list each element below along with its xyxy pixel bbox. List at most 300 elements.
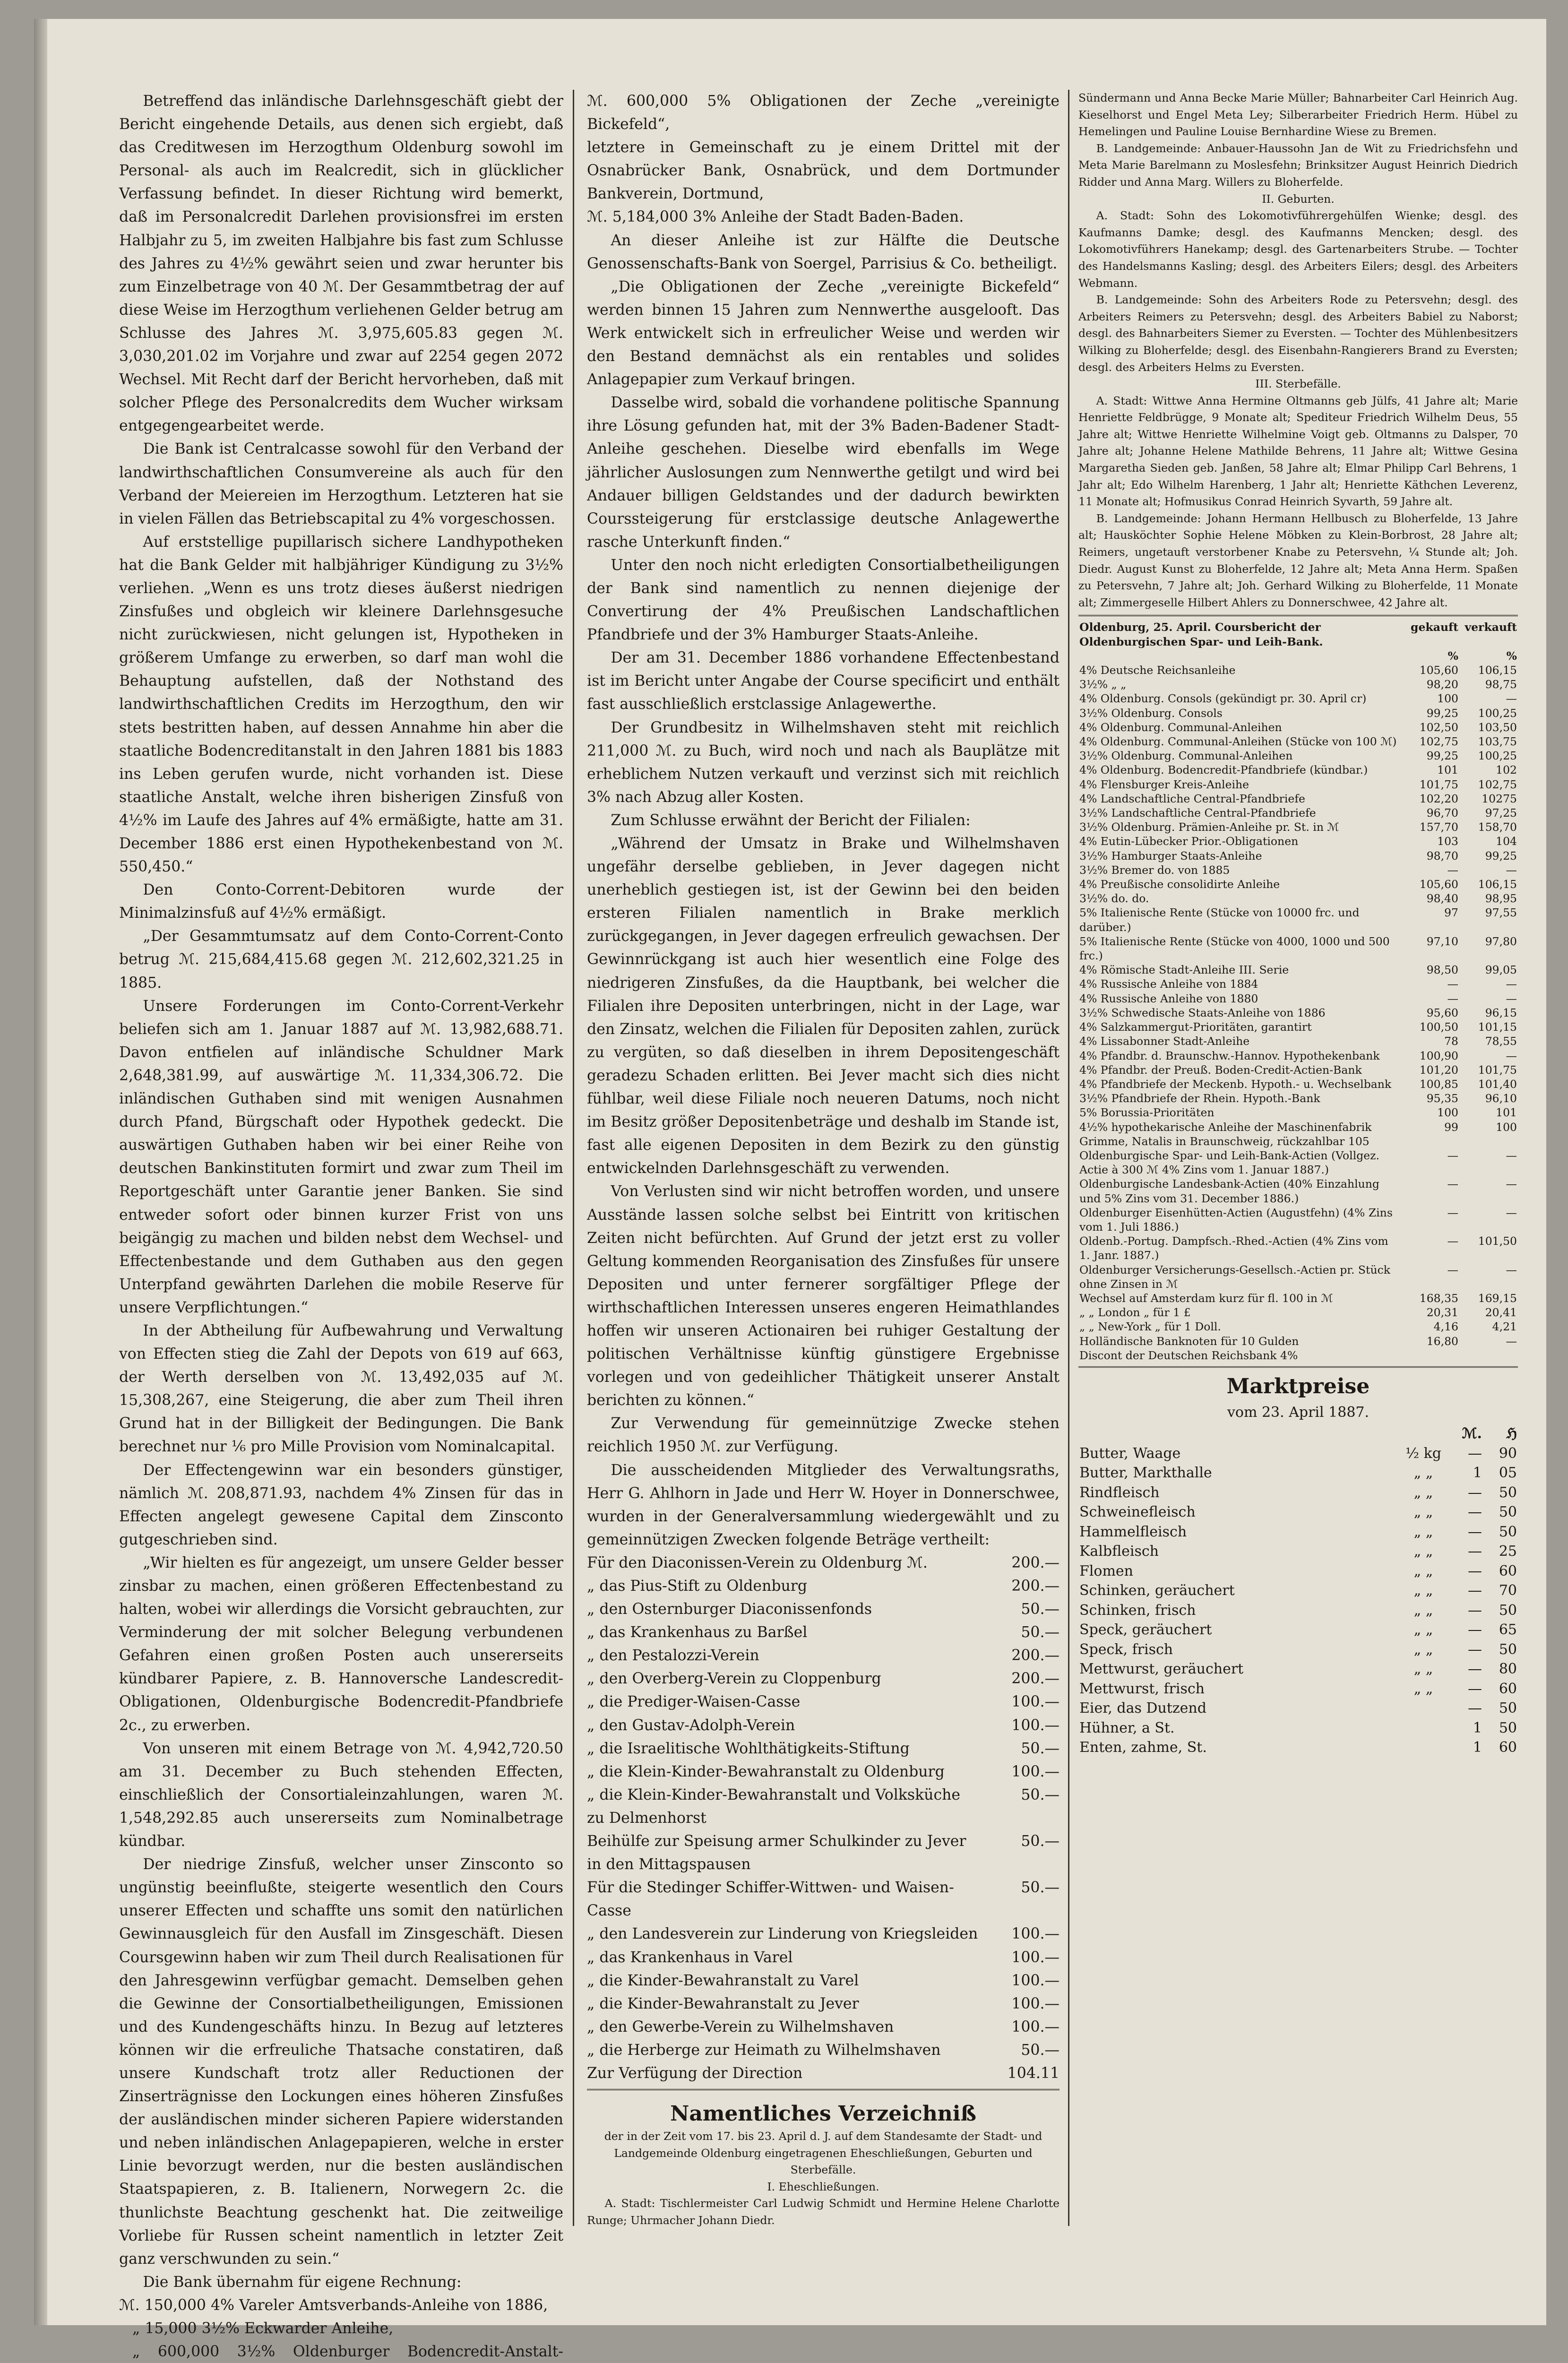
market-item: Speck, geräuchert <box>1079 1621 1212 1639</box>
market-pfennig: 80 <box>1499 1661 1517 1678</box>
price-bought: 97 <box>1444 906 1458 920</box>
section-heading: I. Eheschließungen. <box>767 2180 879 2193</box>
price-sold: 103,50 <box>1478 720 1517 734</box>
col-pfennig: ℌ <box>1506 1425 1517 1442</box>
price-sold: 101,15 <box>1478 1020 1517 1034</box>
course-row <box>1078 691 1518 706</box>
market-row <box>1078 1699 1518 1718</box>
price-sold: — <box>1506 1049 1517 1062</box>
security-name: 4% Landschaftliche Central-Pfandbriefe <box>1079 792 1305 805</box>
market-unit: „ „ <box>1413 1543 1433 1560</box>
security-name: 4½% hypothekarische Anleihe der Maschinenfabrik Grimme, Natalis in Braunschweig, rückzahlbar 105 <box>1079 1120 1372 1148</box>
security-name: 3½% Landschaftliche Central-Pfandbriefe <box>1079 806 1316 820</box>
market-row <box>1078 1561 1518 1581</box>
donation-row <box>587 1598 1060 1621</box>
market-item: Speck, frisch <box>1079 1641 1173 1658</box>
paragraph: Auf erststellige pupillarisch sichere Landhypotheken hat die Bank Gelder mit halbjähriger Kündigung zu 3½% verliehen. „Wenn es uns trotz dieses äußerst niedrigen Zinsfußes und obgleich wir kleinere Darlehnsgesuche nicht zurückwiesen, nicht gelungen ist, Hypotheken in größerem Umfange zu erwerben, so darf man wohl die Behauptung aufstellen, daß der Nothstand des landwirthschaftlichen Credits im Herzogthum, den wir stets bestritten haben, auf dessen Annahme hin aber die staatliche Bodencreditanstalt in den Jahren 1881 bis 1883 ins Leben gerufen wurde, nicht vorhanden ist. Diese staatliche Anstalt, welche ihren bisherigen Zinsfuß von 4½% im Laufe des Jahres auf 4% ermäßigte, hatte am 31. December 1886 erst einen Hypothekenbestand von ℳ. 550,450.“ <box>119 533 563 876</box>
donation-amount: 200.— <box>1011 1670 1060 1688</box>
market-pfennig: 50 <box>1499 1700 1517 1717</box>
price-sold: 158,70 <box>1478 820 1517 834</box>
market-pfennig: 50 <box>1499 1602 1517 1619</box>
market-pfennig: 05 <box>1499 1465 1517 1482</box>
market-unit <box>1399 1738 1448 1758</box>
divider <box>1078 615 1518 616</box>
paragraph: An dieser Anleihe ist zur Hälfte die Deutsche Genossenschafts-Bank von Soergel, Parrisius & Co. betheiligt. <box>587 232 1060 272</box>
security-name: 3½% Hamburger Staats-Anleihe <box>1079 849 1262 862</box>
coursbericht-header: Oldenburg, 25. April. Coursbericht der Oldenburgischen Spar- und Leih-Bank. <box>1079 621 1323 648</box>
paragraph: „Während der Umsatz in Brake und Wilhelmshaven ungefähr derselbe geblieben, in Jever dagegen nicht unerheblich gestiegen ist, ist der Gewinn bei den beiden ersteren Filialen namentlich in Brake merklich zurückgegangen, in Jever dagegen erfreulich gewachsen. Der Gewinnrückgang ist auch hier wesentlich eine Folge des niedrigeren Zinsfußes, da die Hauptbank, bei welcher die Filialen ihre Depositen unterbringen, nicht in der Lage, war den Zinsatz, welchen die Filialen für Depositen zahlen, zurück zu vergüten, so daß dieselben in ihrem Depositengeschäft geradezu Schaden erlitten. Bei Jever macht sich dies nicht fühlbar, weil diese Filiale noch neueren Datums, noch nicht im Besitz größer Depositenbeträge und deshalb im Stande ist, fast alle eigenen Depositen in dem Bezirk zu den günstig entwickelnden Darlehnsgeschäft zu verwenden. <box>587 835 1060 1177</box>
market-pfennig: 50 <box>1499 1719 1517 1736</box>
price-sold: 96,10 <box>1485 1092 1517 1105</box>
donation-row <box>587 1969 1060 1992</box>
column-divider <box>573 90 574 2226</box>
market-item: Schinken, frisch <box>1079 1602 1196 1619</box>
market-mark: — <box>1468 1621 1482 1639</box>
price-sold: 101,50 <box>1478 1234 1517 1248</box>
donation-amount: 200.— <box>1011 1647 1060 1664</box>
market-row <box>1078 1718 1518 1738</box>
security-name: 4% Oldenburg. Communal-Anleihen <box>1079 720 1282 734</box>
donation-row <box>587 1667 1060 1690</box>
paragraph: Den Conto-Corrent-Debitoren wurde der Minimalzinsfuß auf 4½% ermäßigt. <box>119 881 563 922</box>
price-bought: 103 <box>1437 835 1458 848</box>
paragraph: Von unseren mit einem Betrage von ℳ. 4,942,720.50 am 31. December zu Buch stehenden Effecten, einschließlich der Consortialeinzahlungen, waren ℳ. 1,548,292.85 auch unsererseits zum Nominalbetrage kündbar. <box>119 1740 563 1850</box>
donation-recipient: „ die Kinder-Bewahranstalt zu Varel <box>587 1972 859 1989</box>
price-bought: 99 <box>1444 1120 1458 1134</box>
market-unit: „ „ <box>1413 1562 1433 1579</box>
market-unit: „ „ <box>1413 1582 1433 1599</box>
price-bought: 96,70 <box>1426 806 1458 820</box>
price-bought: 157,70 <box>1419 820 1458 834</box>
paragraph: „Die Obligationen der Zeche „vereinigte Bickefeld“ werden binnen 15 Jahren zum Nennwerthe ausgelooft. Das Werk entwickelt sich in erfreulicher Weise und werden wir den Bestand demnächst als ein rentables und solides Anlagepapier zum Verkauf bringen. <box>587 278 1060 388</box>
paragraph: Die Bank übernahm für eigene Rechnung: <box>143 2273 462 2291</box>
course-row <box>1078 1105 1518 1120</box>
security-name: 4% Russische Anleihe von 1884 <box>1079 977 1258 991</box>
price-bought: 168,35 <box>1419 1291 1458 1305</box>
price-bought: 101,75 <box>1419 777 1458 791</box>
price-bought: 100,90 <box>1419 1049 1458 1062</box>
security-name: 5% Italienische Rente (Stücke von 4000, 1000 und 500 frc.) <box>1079 934 1390 963</box>
register-intro: der in der Zeit vom 17. bis 23. April d. J. auf dem Standesamte der Stadt- und Landgemeinde Oldenburg eingetragenen Eheschließungen, Geburten und Sterbefälle. <box>604 2130 1042 2177</box>
market-unit: „ „ <box>1413 1680 1433 1697</box>
market-pfennig: 60 <box>1499 1739 1517 1756</box>
market-row <box>1078 1659 1518 1679</box>
course-row <box>1078 777 1518 792</box>
paragraph: Zur Verwendung für gemeinnützige Zwecke stehen reichlich 1950 ℳ. zur Verfügung. <box>587 1415 1060 1456</box>
register-title: Namentliches Verzeichniß <box>670 2102 976 2126</box>
market-mark: — <box>1468 1680 1482 1697</box>
price-bought: — <box>1447 1234 1458 1248</box>
donation-recipient: Für die Stedinger Schiffer-Wittwen- und Waisen-Casse <box>587 1879 954 1920</box>
market-item: Hühner, a St. <box>1079 1719 1175 1736</box>
paragraph: Der niedrige Zinsfuß, welcher unser Zinsconto so ungünstig beeinflußte, steigerte wesentlich den Cours unserer Effecten und schaffte uns somit den natürlichen Gewinnausgleich für den Ausfall im Zinsgeschäft. Diesen Coursgewinn haben wir zum Theil durch Realisationen für den Jahresgewinn verfügbar gemacht. Demselben gehen die Gewinne der Consortialbetheiligungen, Emissionen und des Kundengeschäfts hinzu. In Bezug auf letzteres können wir die erfreuliche Thatsache constatiren, daß unsere Kundschaft trotz aller Reductionen der Zinserträgnisse den Lockungen eines höheren Zinsfußes der ausländischen minder sicheren Papiere widerstanden und neben inländischen Anlagepapieren, welche in erster Linie bevorzugt werden, nur die besten ausländischen Staatspapieren, z. B. Italienern, Norwegern 2c. die thunlichste Beachtung geschenkt hat. Die zeitweilige Vorliebe für Russen scheint namentlich in letzter Zeit ganz verschwunden zu sein.“ <box>119 1856 563 2268</box>
price-sold: — <box>1506 977 1517 991</box>
paragraph: Die Bank ist Centralcasse sowohl für den Verband der landwirthschaftlichen Consumvereine als auch für den Verband der Meiereien im Herzogthum. Letzteren hat sie in vielen Fällen das Betriebscapital zu 4% vorgeschossen. <box>119 440 563 527</box>
price-sold: 20,41 <box>1485 1306 1517 1319</box>
donation-amount: 100.— <box>1011 1995 1060 2012</box>
market-row <box>1078 1522 1518 1542</box>
course-row <box>1078 963 1518 977</box>
paragraph: A. Stadt: Wittwe Anna Hermine Oltmanns geb Jülfs, 41 Jahre alt; Marie Henriette Feldbrügge, 9 Monate alt; Spediteur Friedrich Wilhelm Deus, 55 Jahre alt; Wittwe Henriette Wilhelmine Voigt geb. Oltmanns zu Dalsper, 70 Jahre alt; Johanne Helene Mathilde Behrens, 11 Jahre alt; Wittwe Gesina Margaretha Sieden geb. Janßen, 58 Jahre alt; Elmar Philipp Carl Behrens, 1 Jahr alt; Edo Wilhelm Harenberg, 1 Jahr alt; Henriette Käthchen Leverenz, 11 Monate alt; Hofmusikus Conrad Heinrich Syvarth, 59 Jahre alt. <box>1078 394 1518 509</box>
col-mark: ℳ. <box>1462 1425 1482 1442</box>
donation-recipient: „ die Herberge zur Heimath zu Wilhelmshaven <box>587 2041 941 2059</box>
security-name: 4% Deutsche Reichsanleihe <box>1079 664 1236 677</box>
market-unit: „ „ <box>1413 1621 1433 1639</box>
paragraph: Von Verlusten sind wir nicht betroffen worden, und unsere Ausstände lassen solche selbst bei Eintritt von kritischen Zeiten nicht befürchten. Auf Grund der jetzt erst zu voller Geltung kommenden Reorganisation des Zinsfußes für unsere Depositen und unter fernerer sorgfältiger Pflege der wirthschaftlichen Interessen unseres engeren Heimathlandes hoffen wir unseren Actionairen bei ruhiger Gestaltung der politischen Verhältnisse künftig günstigere Ergebnisse vorlegen und von gedeihlicher Thätigkeit unserer Anstalt berichten zu können.“ <box>587 1183 1060 1409</box>
col-verkauft: verkauft <box>1465 621 1517 634</box>
donation-recipient: Für den Diaconissen-Verein zu Oldenburg ℳ. <box>587 1554 928 1571</box>
market-mark: — <box>1468 1661 1482 1678</box>
market-unit <box>1399 1699 1448 1718</box>
market-item: Enten, zahme, St. <box>1079 1739 1207 1756</box>
donations-table <box>587 1552 1060 2085</box>
price-bought: — <box>1447 1177 1458 1191</box>
market-row <box>1078 1581 1518 1601</box>
paragraph: ℳ. 600,000 5% Obligationen der Zeche „vereinigte Bickefeld“, <box>587 93 1060 133</box>
donation-amount: 50.— <box>1021 1740 1060 1757</box>
paragraph: In der Abtheilung für Aufbewahrung und Verwaltung von Effecten stieg die Zahl der Depots von 619 auf 663, der Werth derselben von ℳ. 13,492,035 auf ℳ. 15,308,267, eine Steigerung, die aber zum Theil ihren Grund hat in der Billigkeit der Bedingungen. Die Bank berechnet nur ⅙ pro Mille Provision vom Nominalcapital. <box>119 1322 563 1456</box>
list-item: „ 15,000 3½% Eckwarder Anleihe, <box>132 2320 394 2337</box>
security-name: 4% Salzkammergut-Prioritäten, garantirt <box>1079 1020 1312 1034</box>
security-name: Oldenburgische Landesbank-Actien (40% Einzahlung und 5% Zins vom 31. December 1886.) <box>1079 1177 1379 1205</box>
newspaper-page <box>34 19 1546 2361</box>
market-row <box>1078 1483 1518 1503</box>
price-bought: 98,40 <box>1426 892 1458 906</box>
course-row <box>1078 1234 1518 1262</box>
course-row <box>1078 734 1518 749</box>
market-mark: — <box>1468 1700 1482 1717</box>
course-row <box>1078 1206 1518 1234</box>
donation-row <box>587 1992 1060 2016</box>
market-pfennig: 50 <box>1499 1504 1517 1521</box>
list-item: ℳ. 150,000 4% Vareler Amtsverbands-Anleihe von 1886, <box>119 2296 548 2314</box>
donation-row <box>587 1923 1060 1946</box>
security-name: 4% Oldenburg. Consols (gekündigt pr. 30. April cr) <box>1079 692 1367 706</box>
course-row <box>1078 849 1518 863</box>
market-mark: — <box>1468 1641 1482 1658</box>
donation-recipient: „ den Pestalozzi-Verein <box>587 1647 759 1664</box>
price-bought: 102,20 <box>1419 792 1458 805</box>
security-name: „ „ New-York „ für 1 Doll. <box>1079 1320 1221 1334</box>
paragraph: B. Landgemeinde: Johann Hermann Hellbusch zu Bloherfelde, 13 Jahre alt; Hausköchter Sophie Helene Möbken zu Klein-Borbrost, 28 Jahre alt; Reimers, ungetauft verstorbener Knabe zu Petersvehn, ¼ Stunde alt; Joh. Diedr. August Kunst zu Bloherfelde, 12 Jahre alt; Meta Anna Herm. Spaßen zu Petersvehn, 7 Jahre alt; Joh. Gerhard Wilking zu Bloherfelde, 11 Monate alt; Zimmergeselle Hilbert Ahlers zu Donnerschwee, 42 Jahre alt. <box>1078 511 1518 609</box>
security-name: 3½% Oldenburg. Communal-Anleihen <box>1079 749 1293 763</box>
donation-amount: 100.— <box>1011 1763 1060 1780</box>
paragraph: Der am 31. December 1886 vorhandene Effectenbestand ist im Bericht unter Angabe der Course specificirt und enthält fast ausschließlich erstclassige Anlagewerthe. <box>587 649 1060 713</box>
market-row <box>1078 1463 1518 1483</box>
price-sold: 4,21 <box>1492 1320 1517 1334</box>
market-mark: 1 <box>1473 1719 1482 1736</box>
price-sold: — <box>1506 863 1517 877</box>
market-pfennig: 50 <box>1499 1641 1517 1658</box>
course-row <box>1078 977 1518 991</box>
market-row <box>1078 1620 1518 1640</box>
market-item: Butter, Waage <box>1079 1445 1181 1462</box>
security-name: 3½% do. do. <box>1079 892 1149 906</box>
price-bought: 100 <box>1437 692 1458 706</box>
donation-row <box>587 1737 1060 1760</box>
donation-amount: 100.— <box>1011 2018 1060 2035</box>
price-sold: — <box>1506 1334 1517 1348</box>
course-row <box>1078 891 1518 906</box>
section-heading: II. Geburten. <box>1262 192 1335 206</box>
paragraph: B. Landgemeinde: Anbauer-Haussohn Jan de Wit zu Friedrichsfehn und Meta Marie Barelmann zu Moslesfehn; Brinksitzer August Heinrich Diedrich Ridder und Anna Marg. Willers zu Bloherfelde. <box>1078 141 1518 189</box>
market-item: Kalbfleisch <box>1079 1543 1159 1560</box>
paragraph: Sündermann und Anna Becke Marie Müller; Bahnarbeiter Carl Heinrich Aug. Kieselhorst und Engel Meta Ley; Silberarbeiter Friedrich Herm. Hübel zu Hemelingen und Pauline Louise Bernhardine Wiese zu Bremen. <box>1078 91 1518 138</box>
price-sold: 100,25 <box>1478 749 1517 763</box>
price-bought: 95,60 <box>1426 1006 1458 1019</box>
donation-recipient: Zur Verfügung der Direction <box>587 2064 803 2082</box>
donation-recipient: „ die Kinder-Bewahranstalt zu Jever <box>587 1995 859 2012</box>
course-row <box>1078 1006 1518 1020</box>
market-unit: ½ kg <box>1405 1445 1441 1462</box>
paragraph: Betreffend das inländische Darlehnsgeschäft giebt der Bericht eingehende Details, aus denen sich ergiebt, daß das Creditwesen im Herzogthum Oldenburg sowohl im Personal- als auch im Realcredit, sich in glücklicher Verfassung befindet. In dieser Richtung wird bemerkt, daß im Personalcredit Darlehen provisionsfrei im ersten Halbjahr zu 5, im zweiten Halbjahre bis fast zum Schlusse des Jahres zu 4½% gewährt seien und zwar herunter bis zum Einzelbetrage von 40 ℳ. Der Gesammtbetrag der auf diese Weise im Herzogthum verliehenen Gelder betrug am Schlusse des Jahres ℳ. 3,975,605.83 gegen ℳ. 3,030,201.02 im Vorjahre und zwar auf 2254 gegen 2072 Wechsel. Mit Recht darf der Bericht hervorheben, daß mit solcher Pflege des Personalcredits dem Wucher wirksam entgegengearbeitet werde. <box>119 93 563 435</box>
course-row <box>1078 1291 1518 1305</box>
price-bought: 99,25 <box>1426 706 1458 720</box>
price-sold: 101,40 <box>1478 1077 1517 1091</box>
market-mark: — <box>1468 1484 1482 1501</box>
security-name: 3½% Oldenburg. Prämien-Anleihe pr. St. in ℳ <box>1079 820 1339 834</box>
security-name: Oldenburger Versicherungs-Gesellsch.-Actien pr. Stück ohne Zinsen in ℳ <box>1079 1263 1390 1291</box>
security-name: 4% Pfandbriefe der Meckenb. Hypoth.- u. Wechselbank <box>1079 1077 1392 1091</box>
price-sold: 98,95 <box>1485 892 1517 906</box>
security-name: 3½% Oldenburg. Consols <box>1079 706 1223 720</box>
course-row <box>1078 1305 1518 1319</box>
price-sold: 10275 <box>1482 792 1517 805</box>
price-sold: 104 <box>1496 835 1517 848</box>
paragraph: Zum Schlusse erwähnt der Bericht der Filialen: <box>611 811 971 829</box>
donation-row <box>587 1644 1060 1667</box>
divider <box>587 2089 1060 2090</box>
donation-row <box>587 2062 1060 2085</box>
paragraph: „Wir hielten es für angezeigt, um unsere Gelder besser zinsbar zu machen, einen größeren Effectenbestand zu halten, wobei wir allerdings die Vorsicht gebrauchten, zur Verminderung der mit solcher Belegung verbundenen Gefahren einen großen Posten auch unsererseits kündbarer Papiere, z. B. Hannoversche Landescredit-Obligationen, Oldenburgische Bodencredit-Pfandbriefe 2c., zu erwerben. <box>119 1554 563 1734</box>
marktpreise-title: Marktpreise <box>1226 1374 1370 1398</box>
course-row <box>1078 1177 1518 1205</box>
price-bought: 78 <box>1444 1035 1458 1048</box>
price-sold: 97,80 <box>1485 934 1517 948</box>
donation-row <box>587 1760 1060 1784</box>
donation-amount: 200.— <box>1011 1578 1060 1595</box>
market-item: Schinken, geräuchert <box>1079 1582 1235 1599</box>
security-name: 3½% Pfandbriefe der Rhein. Hypoth.-Bank <box>1079 1092 1320 1105</box>
market-unit: „ „ <box>1413 1641 1433 1658</box>
donation-amount: 104.11 <box>1007 2064 1060 2082</box>
course-row <box>1078 1319 1518 1334</box>
donation-row <box>587 1575 1060 1598</box>
price-bought: — <box>1447 977 1458 991</box>
market-row <box>1078 1542 1518 1561</box>
price-sold <box>1459 1348 1518 1363</box>
security-name: 4% Oldenburg. Bodencredit-Pfandbriefe (kündbar.) <box>1079 763 1368 777</box>
market-unit: „ „ <box>1413 1484 1433 1501</box>
column-3 <box>1078 90 1518 1758</box>
price-bought: — <box>1447 1263 1458 1276</box>
list-item: „ 600,000 3½% Oldenburger Bodencredit-Anstalt- <box>132 2343 563 2361</box>
market-pfennig: 60 <box>1499 1562 1517 1579</box>
price-sold: — <box>1506 692 1517 706</box>
market-mark: — <box>1468 1582 1482 1599</box>
market-unit: „ „ <box>1413 1465 1433 1482</box>
course-row <box>1078 1020 1518 1034</box>
course-row <box>1078 663 1518 677</box>
security-name: 4% Flensburger Kreis-Anleihe <box>1079 777 1249 791</box>
price-bought: 98,70 <box>1426 849 1458 862</box>
price-sold: 100,25 <box>1478 706 1517 720</box>
market-unit <box>1399 1718 1448 1738</box>
course-row <box>1078 863 1518 877</box>
price-sold: 102,75 <box>1478 777 1517 791</box>
donation-amount: 50.— <box>1021 1879 1060 1897</box>
donation-recipient: „ das Krankenhaus in Varel <box>587 1949 793 1966</box>
security-name: Discont der Deutschen Reichsbank 4% <box>1079 1348 1298 1362</box>
price-sold: 169,15 <box>1478 1291 1517 1305</box>
paragraph: A. Stadt: Sohn des Lokomotivführergehülfen Wienke; desgl. des Kaufmanns Damke; desgl. des Kaufmanns Mencken; desgl. des Lokomotivführers Hanekamp; desgl. des Gartenarbeiters Strube. — Tochter des Handelsmanns Kasling; desgl. des Arbeiters Eilers; desgl. des Arbeiters Webmann. <box>1078 209 1518 290</box>
paragraph: Unsere Forderungen im Conto-Corrent-Verkehr beliefen sich am 1. Januar 1887 auf ℳ. 13,982,688.71. Davon entfielen auf inländische Schuldner Mark 2,648,381.99, auf auswärtige ℳ. 11,334,306.72. Die inländischen Guthaben sind mit wenigen Ausnahmen durch Pfand, Bürgschaft oder Hypothek gedeckt. Die auswärtigen Guthaben haben wir bei einer Reihe von deutschen Bankinstituten formirt und zwar zum Theil im Reportgeschäft unter Garantie jener Banken. Sie sind entweder sofort oder binnen kurzer Frist von uns beigängig zu machen und bilden nebst dem Wechsel- und Effectenbestande und dem Guthaben aus den gegen Unterpfand gewährten Darlehen die mobile Reserve für unsere Verpflichtungen.“ <box>119 997 563 1316</box>
market-unit: „ „ <box>1413 1661 1433 1678</box>
price-sold: 102 <box>1496 763 1517 777</box>
security-name: 4% Oldenburg. Communal-Anleihen (Stücke von 100 ℳ) <box>1079 735 1397 749</box>
donation-row <box>587 1552 1060 1575</box>
security-name: 4% Römische Stadt-Anleihe III. Serie <box>1079 963 1289 977</box>
security-name: Oldenb.-Portug. Dampfsch.-Rhed.-Actien (4% Zins vom 1. Janr. 1887.) <box>1079 1234 1388 1262</box>
course-row <box>1078 906 1518 934</box>
course-row <box>1078 1120 1518 1148</box>
market-pfennig: 90 <box>1499 1445 1517 1462</box>
market-item: Eier, das Dutzend <box>1079 1700 1206 1717</box>
security-name: 3½% Bremer do. von 1885 <box>1079 863 1230 877</box>
price-sold: 99,05 <box>1485 963 1517 977</box>
security-name: Holländische Banknoten für 10 Gulden <box>1079 1334 1299 1348</box>
page-binding <box>34 19 47 2325</box>
donation-row <box>587 2039 1060 2062</box>
course-row <box>1078 749 1518 763</box>
column-1 <box>119 90 563 2363</box>
price-sold: 106,15 <box>1478 664 1517 677</box>
donation-row <box>587 1830 1060 1876</box>
price-bought: 98,20 <box>1426 678 1458 691</box>
security-name: Oldenburgische Spar- und Leih-Bank-Actien (Vollgez. Actie à 300 ℳ 4% Zins vom 1. Januar 1887.) <box>1079 1148 1380 1177</box>
market-pfennig: 65 <box>1499 1621 1517 1639</box>
donation-row <box>587 1784 1060 1830</box>
price-bought: 97,10 <box>1426 934 1458 948</box>
price-bought: 105,60 <box>1419 664 1458 677</box>
donation-recipient: „ das Krankenhaus zu Barßel <box>587 1624 808 1641</box>
donation-row <box>587 1946 1060 1969</box>
course-row <box>1078 992 1518 1006</box>
course-row <box>1078 1334 1518 1348</box>
market-item: Rindfleisch <box>1079 1484 1160 1501</box>
security-name: 4% Pfandbr. der Preuß. Boden-Credit-Actien-Bank <box>1079 1063 1362 1077</box>
market-pfennig: 50 <box>1499 1523 1517 1540</box>
price-sold: 78,55 <box>1485 1035 1517 1048</box>
market-row <box>1078 1679 1518 1699</box>
security-name: 5% Italienische Rente (Stücke von 10000 frc. und darüber.) <box>1079 906 1360 934</box>
price-bought: 99,25 <box>1426 749 1458 763</box>
price-bought <box>1401 1348 1459 1363</box>
course-row <box>1078 1063 1518 1077</box>
donation-amount: 100.— <box>1011 1925 1060 1943</box>
security-name: 3½% Schwedische Staats-Anleihe von 1886 <box>1079 1006 1326 1019</box>
price-sold: 101,75 <box>1478 1063 1517 1077</box>
market-pfennig: 25 <box>1499 1543 1517 1560</box>
price-bought: 98,50 <box>1426 963 1458 977</box>
price-sold: 97,55 <box>1485 906 1517 920</box>
section-heading: III. Sterbefälle. <box>1255 377 1341 391</box>
market-pfennig: 50 <box>1499 1484 1517 1501</box>
price-bought: 100 <box>1437 1106 1458 1120</box>
security-name: Oldenburger Eisenhütten-Actien (Augustfehn) (4% Zins vom 1. Juli 1886.) <box>1079 1206 1393 1233</box>
donation-recipient: „ den Gewerbe-Verein zu Wilhelmshaven <box>587 2018 894 2035</box>
paragraph: Der Grundbesitz in Wilhelmshaven steht mit reichlich 211,000 ℳ. zu Buch, wird noch und nach als Bauplätze mit erheblichem Nutzen verkauft und verzinst sich mit reichlich 3% nach Abzug aller Kosten. <box>587 719 1060 806</box>
donation-amount: 50.— <box>1021 1833 1060 1850</box>
price-sold: — <box>1506 1148 1517 1162</box>
paragraph: letztere in Gemeinschaft zu je einem Drittel mit der Osnabrücker Bank, Osnabrück, und dem Dortmunder Bankverein, Dortmund, <box>587 139 1060 203</box>
market-mark: — <box>1468 1523 1482 1540</box>
paragraph: ℳ. 5,184,000 3% Anleihe der Stadt Baden-Baden. <box>587 208 964 226</box>
security-name: 4% Eutin-Lübecker Prior.-Obligationen <box>1079 835 1299 848</box>
donation-amount: 50.— <box>1021 1601 1060 1618</box>
price-sold: 99,25 <box>1485 849 1517 862</box>
donation-amount: 200.— <box>1011 1554 1060 1571</box>
price-bought: — <box>1447 1148 1458 1162</box>
paragraph: Unter den noch nicht erledigten Consortialbetheiligungen der Bank sind namentlich zu nennen diejenige der Convertirung der 4% Preußischen Landschaftlichen Pfandbriefe und der 3% Hamburger Staats-Anleihe. <box>587 556 1060 644</box>
donation-recipient: „ den Gustav-Adolph-Verein <box>587 1716 795 1734</box>
donation-amount: 100.— <box>1011 1949 1060 1966</box>
market-item: Mettwurst, frisch <box>1079 1680 1205 1697</box>
course-row <box>1078 1034 1518 1048</box>
market-mark: 1 <box>1473 1739 1482 1756</box>
price-sold: 100 <box>1496 1120 1517 1134</box>
price-bought: 95,35 <box>1426 1092 1458 1105</box>
course-row <box>1078 792 1518 806</box>
donation-amount: 50.— <box>1021 1624 1060 1641</box>
donation-row <box>587 1714 1060 1737</box>
marktpreise-table <box>1078 1424 1518 1758</box>
paragraph: Der Effectengewinn war ein besonders günstiger, nämlich ℳ. 208,871.93, nachdem 4% Zinsen für das in Effecten angelegt gewesene Capital dem Zinsconto gutgeschrieben sind. <box>119 1461 563 1548</box>
paragraph: A. Stadt: Tischlermeister Carl Ludwig Schmidt und Hermine Helene Charlotte Runge; Uhrmacher Johann Diedr. <box>587 2197 1060 2227</box>
price-sold: — <box>1506 992 1517 1005</box>
security-name: 4% Preußische consolidirte Anleihe <box>1079 878 1280 891</box>
donation-recipient: „ die Klein-Kinder-Bewahranstalt zu Oldenburg <box>587 1763 945 1780</box>
course-row <box>1078 1091 1518 1105</box>
course-row <box>1078 1348 1518 1363</box>
donation-recipient: „ den Osternburger Diaconissenfonds <box>587 1601 872 1618</box>
marktpreise-date: vom 23. April 1887. <box>1227 1404 1370 1421</box>
price-sold: 103,75 <box>1478 735 1517 749</box>
paragraph: „Der Gesammtumsatz auf dem Conto-Corrent-Conto betrug ℳ. 215,684,415.68 gegen ℳ. 212,602,321.25 in 1885. <box>119 928 563 992</box>
price-sold: 98,75 <box>1485 678 1517 691</box>
market-row <box>1078 1444 1518 1464</box>
market-mark: 1 <box>1473 1465 1482 1482</box>
course-row <box>1078 934 1518 963</box>
price-sold: 96,15 <box>1485 1006 1517 1019</box>
market-mark: — <box>1468 1445 1482 1462</box>
price-bought: — <box>1447 1206 1458 1219</box>
price-bought: — <box>1447 992 1458 1005</box>
security-name: Wechsel auf Amsterdam kurz für fl. 100 in ℳ <box>1079 1291 1333 1305</box>
course-row <box>1078 877 1518 891</box>
price-bought: 101 <box>1437 763 1458 777</box>
donation-amount: 50.— <box>1021 1786 1060 1803</box>
donation-recipient: „ die Klein-Kinder-Bewahranstalt und Volksküche zu Delmenhorst <box>587 1786 961 1827</box>
course-row <box>1078 677 1518 691</box>
column-divider <box>1068 90 1069 2226</box>
divider <box>1078 1366 1518 1368</box>
price-bought: 100,50 <box>1419 1020 1458 1034</box>
market-row <box>1078 1738 1518 1758</box>
market-pfennig: 70 <box>1499 1582 1517 1599</box>
course-row <box>1078 720 1518 734</box>
price-sold: 106,15 <box>1478 878 1517 891</box>
